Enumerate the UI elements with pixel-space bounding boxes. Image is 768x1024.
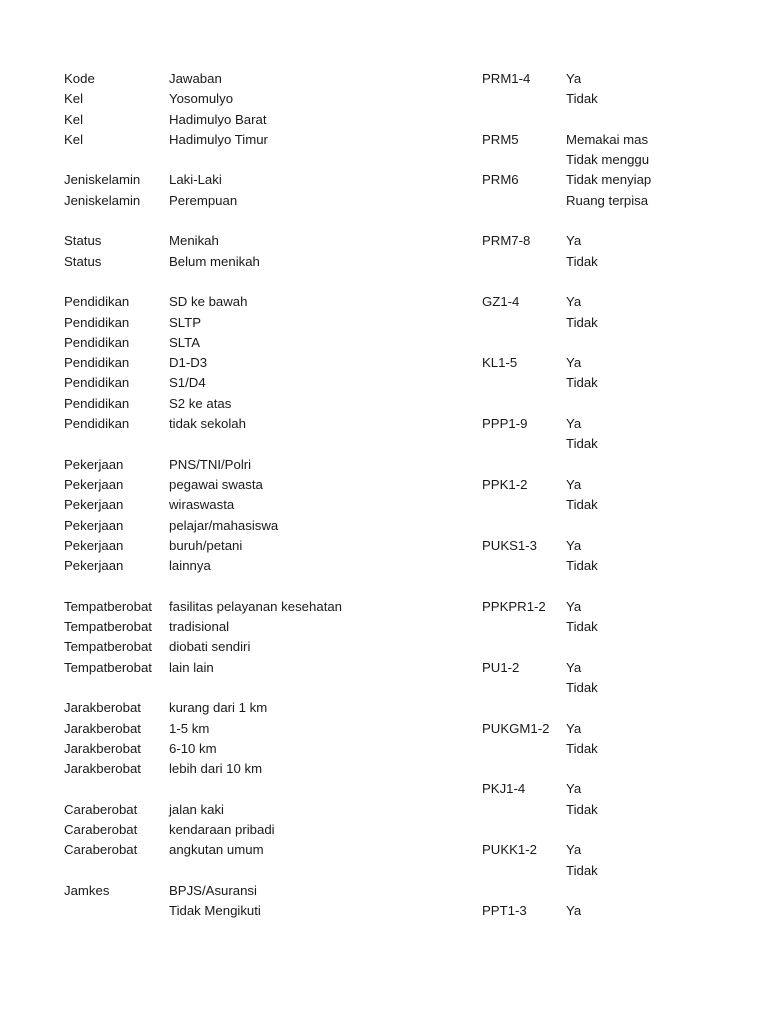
left-row bbox=[64, 110, 464, 130]
left-jawaban-cell: SD ke bawah bbox=[169, 294, 248, 310]
left-row bbox=[64, 536, 464, 556]
right-jawaban-cell: Tidak bbox=[566, 91, 598, 107]
left-row bbox=[64, 455, 464, 475]
left-row bbox=[64, 69, 464, 89]
right-spacer-row bbox=[482, 110, 768, 130]
left-row bbox=[64, 840, 464, 860]
right-spacer-row bbox=[482, 698, 768, 718]
right-jawaban-cell: Ya bbox=[566, 294, 582, 310]
right-row bbox=[482, 292, 768, 312]
left-jawaban-cell: Belum menikah bbox=[169, 253, 260, 269]
left-kode-cell: Jarakberobat bbox=[64, 720, 141, 736]
left-spacer-row bbox=[64, 150, 464, 170]
left-kode-cell: Jamkes bbox=[64, 882, 110, 898]
left-jawaban-cell: fasilitas pelayanan kesehatan bbox=[169, 598, 343, 614]
left-row bbox=[64, 820, 464, 840]
left-row bbox=[64, 516, 464, 536]
left-kode-cell: Pendidikan bbox=[64, 375, 130, 391]
right-row bbox=[482, 617, 768, 637]
left-kode-cell: Kode bbox=[64, 71, 95, 86]
left-kode-cell: Pendidikan bbox=[64, 416, 130, 432]
left-row bbox=[64, 495, 464, 515]
left-row bbox=[64, 881, 464, 901]
left-jawaban-cell: lainnya bbox=[169, 558, 211, 574]
left-spacer-row bbox=[64, 779, 464, 799]
right-jawaban-cell: Ya bbox=[566, 842, 582, 858]
right-jawaban-cell: Tidak bbox=[566, 314, 598, 330]
left-jawaban-cell: SLTP bbox=[169, 314, 202, 330]
left-jawaban-cell: PNS/TNI/Polri bbox=[169, 456, 252, 472]
right-kode-cell: PUKK1-2 bbox=[482, 842, 537, 858]
right-row bbox=[482, 414, 768, 434]
right-spacer-row bbox=[482, 820, 768, 840]
left-row bbox=[64, 231, 464, 251]
right-row bbox=[482, 373, 768, 393]
left-jawaban-cell: Laki-Laki bbox=[169, 172, 222, 188]
right-row bbox=[482, 861, 768, 881]
right-row bbox=[482, 150, 768, 170]
right-spacer-row bbox=[482, 516, 768, 536]
left-row bbox=[64, 333, 464, 353]
left-jawaban-cell: buruh/petani bbox=[169, 537, 243, 553]
right-jawaban-cell: Tidak bbox=[566, 497, 598, 513]
right-row bbox=[482, 313, 768, 333]
right-spacer-row bbox=[482, 211, 768, 231]
right-jawaban-cell: Ya bbox=[566, 781, 582, 797]
right-row bbox=[482, 739, 768, 759]
right-jawaban-cell: Ya bbox=[566, 720, 582, 736]
left-kode-cell: Pekerjaan bbox=[64, 456, 124, 472]
left-jawaban-cell: D1-D3 bbox=[169, 355, 208, 371]
left-kode-cell: Jarakberobat bbox=[64, 700, 141, 716]
left-row bbox=[64, 130, 464, 150]
right-kode-cell: PPT1-3 bbox=[482, 903, 527, 919]
left-jawaban-cell: 1-5 km bbox=[169, 720, 210, 736]
right-kode-cell: GZ1-4 bbox=[482, 294, 520, 310]
right-jawaban-cell: Tidak bbox=[566, 740, 598, 756]
right-jawaban-cell: Tidak bbox=[566, 801, 598, 817]
left-spacer-row bbox=[64, 678, 464, 698]
right-spacer-row bbox=[482, 759, 768, 779]
right-row bbox=[482, 231, 768, 251]
right-row bbox=[482, 475, 768, 495]
right-row bbox=[482, 495, 768, 515]
left-kode-cell: Jeniskelamin bbox=[64, 192, 141, 208]
right-jawaban-cell: Ya bbox=[566, 355, 582, 371]
left-kode-cell: Pekerjaan bbox=[64, 537, 124, 553]
left-row bbox=[64, 191, 464, 211]
right-jawaban-cell: Ya bbox=[566, 598, 582, 614]
left-jawaban-cell: SLTA bbox=[169, 334, 201, 350]
right-row bbox=[482, 191, 768, 211]
right-row bbox=[482, 779, 768, 799]
right-jawaban-cell: Tidak bbox=[566, 679, 598, 695]
left-jawaban-cell: BPJS/Asuransi bbox=[169, 882, 257, 898]
left-jawaban-cell: 6-10 km bbox=[169, 740, 217, 756]
right-kode-cell: PUKS1-3 bbox=[482, 537, 537, 553]
right-kode-cell: PPP1-9 bbox=[482, 416, 528, 432]
right-jawaban-cell: Ruang terpisa bbox=[566, 192, 649, 208]
left-kode-cell: Tempatberobat bbox=[64, 598, 152, 614]
right-kode-cell: PRM6 bbox=[482, 172, 519, 188]
left-kode-cell: Caraberobat bbox=[64, 801, 138, 817]
right-jawaban-cell: Tidak bbox=[566, 375, 598, 391]
right-jawaban-cell: Ya bbox=[566, 416, 582, 432]
right-row bbox=[482, 536, 768, 556]
left-row bbox=[64, 252, 464, 272]
left-jawaban-cell: Tidak Mengikuti bbox=[169, 903, 261, 919]
left-jawaban-cell: kurang dari 1 km bbox=[169, 700, 268, 716]
right-spacer-row bbox=[482, 455, 768, 475]
left-kode-cell: Kel bbox=[64, 111, 84, 127]
left-kode-cell: Tempatberobat bbox=[64, 619, 152, 635]
left-row bbox=[64, 597, 464, 617]
left-kode-cell: Jarakberobat bbox=[64, 740, 141, 756]
left-spacer-row bbox=[64, 576, 464, 596]
left-kode-cell: Pendidikan bbox=[64, 314, 130, 330]
left-spacer-row bbox=[64, 861, 464, 881]
left-jawaban-cell: angkutan umum bbox=[169, 842, 264, 858]
right-row bbox=[482, 89, 768, 109]
left-jawaban-cell: S1/D4 bbox=[169, 375, 206, 391]
right-row bbox=[482, 800, 768, 820]
left-row bbox=[64, 617, 464, 637]
right-spacer-row bbox=[482, 394, 768, 414]
left-row bbox=[64, 353, 464, 373]
left-kode-cell: Tempatberobat bbox=[64, 639, 152, 655]
left-jawaban-cell: lebih dari 10 km bbox=[169, 761, 263, 777]
left-kode-cell: Pekerjaan bbox=[64, 558, 124, 574]
left-jawaban-cell: Menikah bbox=[169, 233, 219, 249]
right-jawaban-cell: Ya bbox=[566, 476, 582, 492]
right-spacer-row bbox=[482, 637, 768, 657]
left-jawaban-cell: Perempuan bbox=[169, 192, 238, 208]
left-row bbox=[64, 739, 464, 759]
right-kode-cell: PPK1-2 bbox=[482, 476, 528, 492]
right-jawaban-cell: Ya bbox=[566, 659, 582, 675]
right-row bbox=[482, 597, 768, 617]
left-jawaban-cell: tidak sekolah bbox=[169, 416, 246, 432]
left-jawaban-cell: diobati sendiri bbox=[169, 639, 251, 655]
left-kode-cell: Pekerjaan bbox=[64, 497, 124, 513]
right-jawaban-cell: Tidak menggu bbox=[566, 152, 650, 168]
left-code-column bbox=[64, 69, 464, 921]
left-spacer-row bbox=[64, 272, 464, 292]
left-row bbox=[64, 475, 464, 495]
right-row bbox=[482, 678, 768, 698]
left-kode-cell: Tempatberobat bbox=[64, 659, 152, 675]
left-kode-cell: Jarakberobat bbox=[64, 761, 141, 777]
right-row bbox=[482, 556, 768, 576]
left-jawaban-cell: lain lain bbox=[169, 659, 214, 675]
right-jawaban-cell: Tidak bbox=[566, 862, 598, 878]
left-kode-cell: Jeniskelamin bbox=[64, 172, 141, 188]
left-kode-cell: Pekerjaan bbox=[64, 476, 124, 492]
right-row bbox=[482, 353, 768, 373]
left-row bbox=[64, 414, 464, 434]
left-row bbox=[64, 800, 464, 820]
right-spacer-row bbox=[482, 333, 768, 353]
right-spacer-row bbox=[482, 576, 768, 596]
right-kode-cell: PRM1-4 bbox=[482, 71, 531, 86]
left-jawaban-cell: pegawai swasta bbox=[169, 476, 263, 492]
left-row bbox=[64, 394, 464, 414]
right-jawaban-cell: Ya bbox=[566, 71, 582, 86]
left-jawaban-cell: pelajar/mahasiswa bbox=[169, 517, 279, 533]
left-row bbox=[64, 292, 464, 312]
left-jawaban-cell: jalan kaki bbox=[169, 801, 224, 817]
right-jawaban-cell: Ya bbox=[566, 537, 582, 553]
left-kode-cell: Pendidikan bbox=[64, 355, 130, 371]
left-row bbox=[64, 658, 464, 678]
left-row bbox=[64, 170, 464, 190]
right-kode-cell: PRM7-8 bbox=[482, 233, 531, 249]
left-kode-cell: Pendidikan bbox=[64, 294, 130, 310]
right-kode-cell: PRM5 bbox=[482, 131, 519, 147]
right-kode-cell: KL1-5 bbox=[482, 355, 518, 371]
right-jawaban-cell: Tidak menyiap bbox=[566, 172, 652, 188]
right-row bbox=[482, 69, 768, 89]
right-kode-cell: PUKGM1-2 bbox=[482, 720, 550, 736]
right-row bbox=[482, 252, 768, 272]
right-row bbox=[482, 130, 768, 150]
left-jawaban-cell: wiraswasta bbox=[169, 497, 235, 513]
left-kode-cell: Kel bbox=[64, 91, 84, 107]
right-spacer-row bbox=[482, 881, 768, 901]
left-spacer-row bbox=[64, 434, 464, 454]
left-row bbox=[64, 901, 464, 921]
left-jawaban-cell: Jawaban bbox=[169, 71, 222, 86]
left-row bbox=[64, 637, 464, 657]
right-jawaban-cell: Ya bbox=[566, 233, 582, 249]
right-jawaban-cell: Tidak bbox=[566, 253, 598, 269]
right-jawaban-cell: Memakai mas bbox=[566, 131, 649, 147]
left-kode-cell: Status bbox=[64, 253, 102, 269]
right-row bbox=[482, 170, 768, 190]
right-jawaban-cell: Tidak bbox=[566, 619, 598, 635]
left-row bbox=[64, 719, 464, 739]
left-jawaban-cell: S2 ke atas bbox=[169, 395, 232, 411]
right-spacer-row bbox=[482, 272, 768, 292]
right-jawaban-cell: Tidak bbox=[566, 558, 598, 574]
left-row bbox=[64, 556, 464, 576]
right-kode-cell: PU1-2 bbox=[482, 659, 520, 675]
left-row bbox=[64, 759, 464, 779]
right-jawaban-cell: Tidak bbox=[566, 436, 598, 452]
left-spacer-row bbox=[64, 211, 464, 231]
left-jawaban-cell: Hadimulyo Timur bbox=[169, 131, 268, 147]
right-row bbox=[482, 719, 768, 739]
left-jawaban-cell: kendaraan pribadi bbox=[169, 821, 275, 837]
left-jawaban-cell: Yosomulyo bbox=[169, 91, 234, 107]
left-row bbox=[64, 313, 464, 333]
right-code-column bbox=[482, 69, 768, 921]
left-kode-cell: Caraberobat bbox=[64, 842, 138, 858]
right-kode-cell: PPKPR1-2 bbox=[482, 598, 546, 614]
left-jawaban-cell: tradisional bbox=[169, 619, 230, 635]
left-row bbox=[64, 89, 464, 109]
left-row bbox=[64, 373, 464, 393]
right-row bbox=[482, 901, 768, 921]
right-jawaban-cell: Ya bbox=[566, 903, 582, 919]
left-kode-cell: Caraberobat bbox=[64, 821, 138, 837]
right-row bbox=[482, 840, 768, 860]
right-row bbox=[482, 658, 768, 678]
left-jawaban-cell: Hadimulyo Barat bbox=[169, 111, 267, 127]
left-kode-cell: Pendidikan bbox=[64, 395, 130, 411]
right-kode-cell: PKJ1-4 bbox=[482, 781, 526, 797]
left-kode-cell: Pendidikan bbox=[64, 334, 130, 350]
left-kode-cell: Pekerjaan bbox=[64, 517, 124, 533]
left-kode-cell: Status bbox=[64, 233, 102, 249]
left-row bbox=[64, 698, 464, 718]
right-row bbox=[482, 434, 768, 454]
left-kode-cell: Kel bbox=[64, 131, 84, 147]
